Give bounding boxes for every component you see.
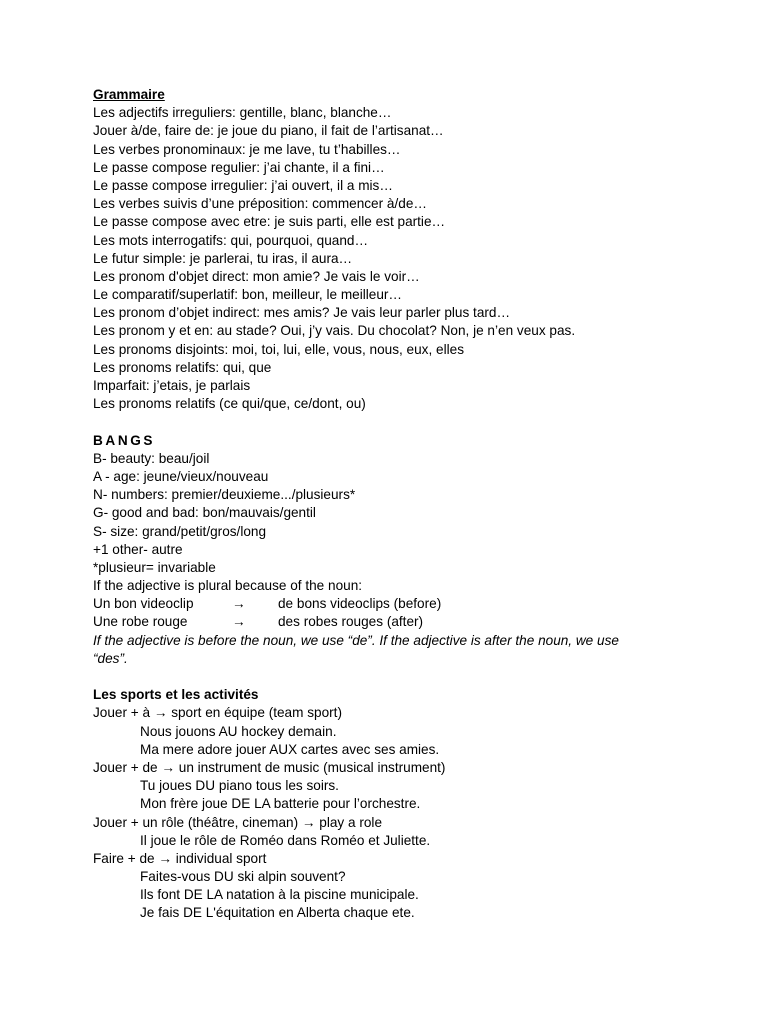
sports-heading: Les sports et les activités — [93, 687, 259, 703]
sports-rule: Jouer + un rôle (théâtre, cineman) → play a role — [93, 814, 383, 830]
bangs-heading: BANGS — [93, 432, 156, 448]
grammaire-heading: Grammaire — [93, 87, 165, 102]
sports-example: Nous jouons AU hockey demain. — [140, 723, 337, 739]
grammaire-line: Les pronom d'objet direct: mon amie? Je vais le voir… — [93, 268, 420, 284]
bangs-line: B- beauty: beau/joil — [93, 450, 210, 466]
bangs-line: If the adjective is plural because of the noun: — [93, 578, 363, 594]
grammaire-line: Les verbes pronominaux: je me lave, tu t’habilles… — [93, 141, 401, 157]
grammaire-line: Le passe compose avec etre: je suis parti, elle est partie… — [93, 214, 446, 230]
grammaire-line: Imparfait: j’etais, je parlais — [93, 378, 251, 393]
right-arrow-icon: → — [232, 596, 246, 612]
sports-example: Je fais DE L'équitation en Alberta chaque ete. — [140, 905, 415, 921]
grammaire-line: Les pronoms disjoints: moi, toi, lui, elle, vous, nous, eux, elles — [93, 341, 464, 357]
grammaire-line: Les verbes suivis d’une préposition: commencer à/de… — [93, 196, 427, 212]
sports-rule: Faire + de → individual sport — [93, 850, 267, 866]
document-page — [93, 86, 733, 923]
grammaire-line: Jouer à/de, faire de: je joue du piano, il fait de l’artisanat… — [93, 123, 444, 139]
example-plural: de bons videoclips (before) — [278, 596, 442, 612]
bangs-example-row — [93, 595, 733, 613]
sports-example: Ils font DE LA natation à la piscine municipale. — [140, 887, 419, 903]
sports-example: Il joue le rôle de Roméo dans Roméo et Juliette. — [140, 832, 431, 848]
bangs-line: S- size: grand/petit/gros/long — [93, 523, 267, 539]
example-singular: Un bon videoclip — [93, 596, 194, 612]
example-plural: des robes rouges (after) — [278, 614, 424, 630]
bangs-example-row — [93, 613, 733, 631]
bangs-line: +1 other- autre — [93, 541, 183, 557]
grammaire-line: Le passe compose regulier: j’ai chante, il a fini… — [93, 159, 385, 175]
grammaire-line: Le comparatif/superlatif: bon, meilleur, le meilleur… — [93, 287, 403, 303]
grammaire-line: Les adjectifs irreguliers: gentille, blanc, blanche… — [93, 105, 392, 121]
grammaire-line: Le passe compose irregulier: j’ai ouvert, il a mis… — [93, 177, 393, 193]
sports-example: Faites-vous DU ski alpin souvent? — [140, 869, 346, 885]
bangs-line: A - age: jeune/vieux/nouveau — [93, 468, 269, 484]
sports-rule: Jouer + à → sport en équipe (team sport) — [93, 705, 342, 721]
spacer — [93, 668, 733, 686]
grammaire-line: Les pronom d’objet indirect: mes amis? Je vais leur parler plus tard… — [93, 305, 511, 321]
sports-example: Ma mere adore jouer AUX cartes avec ses amies. — [140, 741, 440, 757]
grammaire-line: Les mots interrogatifs: qui, pourquoi, quand… — [93, 232, 369, 248]
sports-example: Tu joues DU piano tous les soirs. — [140, 778, 339, 794]
bangs-line: G- good and bad: bon/mauvais/gentil — [93, 505, 316, 521]
bangs-line: *plusieur= invariable — [93, 559, 216, 575]
grammaire-line: Les pronom y et en: au stade? Oui, j’y vais. Du chocolat? Non, je n’en veux pas. — [93, 323, 576, 339]
grammaire-line: Le futur simple: je parlerai, tu iras, il aura… — [93, 250, 353, 266]
bangs-line: N- numbers: premier/deuxieme.../plusieurs* — [93, 487, 356, 503]
example-singular: Une robe rouge — [93, 614, 188, 630]
sports-rule: Jouer + de → un instrument de music (musical instrument) — [93, 759, 446, 775]
sports-example: Mon frère joue DE LA batterie pour l’orchestre. — [140, 796, 421, 812]
bangs-note: If the adjective is before the noun, we use “de”. If the adjective is after the noun, we use “des”. — [93, 632, 619, 666]
grammaire-line: Les pronoms relatifs (ce qui/que, ce/dont, ou) — [93, 396, 366, 412]
right-arrow-icon: → — [232, 614, 246, 630]
spacer — [93, 413, 733, 431]
grammaire-line: Les pronoms relatifs: qui, que — [93, 359, 272, 375]
